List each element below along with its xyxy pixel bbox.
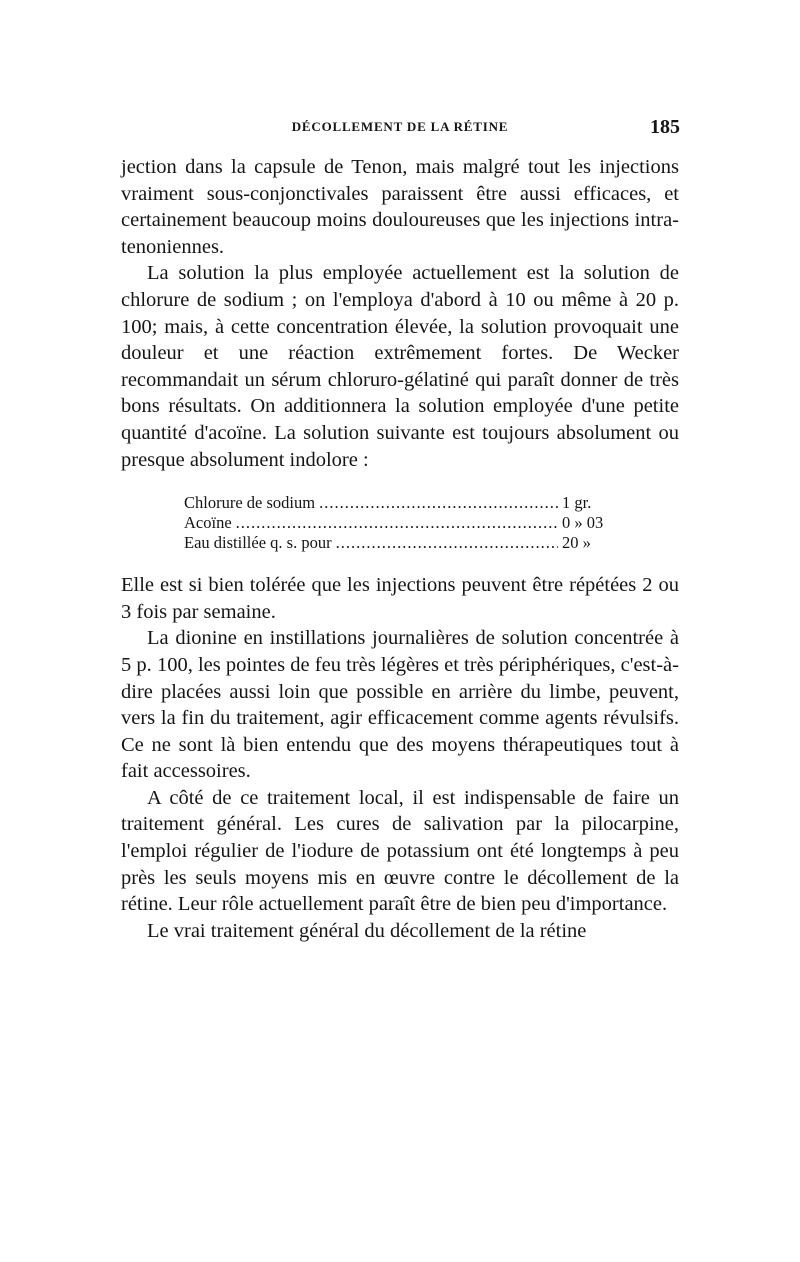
recipe-quantity: 1 gr. xyxy=(562,493,592,513)
paragraph-tolerance: Elle est si bien tolérée que les injections peuvent être répétées 2 ou 3 fois par semaine. xyxy=(121,574,679,623)
running-head xyxy=(120,116,680,138)
recipe-ingredient: Chlorure de sodium xyxy=(184,493,316,513)
paragraph-true-general-treatment: Le vrai traitement général du décollement de la rétine xyxy=(147,919,587,942)
recipe-row-sodium-chloride xyxy=(184,493,628,513)
paragraph-sodium-chloride-solution: La solution la plus employée actuellement est la solution de chlorure de sodium ; on l'employa d'abord à 10 ou même à 20 p. 100; mais, à cette concentration élevée, la solution provoquait une douleur et une réaction extrêmement fortes. De Wecker recommandait un sérum chloruro-gélatiné qui paraît donner de très bons résultats. On additionnera la solution employée d'une petite quantité d'acoïne. La solution suivante est toujours absolument ou presque absolument indolore : xyxy=(121,262,679,471)
recipe-ingredient: Acoïne xyxy=(184,513,232,533)
recipe-table xyxy=(184,493,628,553)
dot-leader xyxy=(236,513,558,533)
recipe-quantity: 20 » xyxy=(562,533,591,553)
dot-leader xyxy=(319,493,558,513)
recipe-row-acoine xyxy=(184,513,628,533)
recipe-quantity: 0 » 03 xyxy=(562,513,604,533)
page-number: 185 xyxy=(650,116,680,138)
recipe-row-distilled-water xyxy=(184,533,628,553)
dot-leader xyxy=(336,533,558,553)
body-text xyxy=(121,154,679,944)
paragraph-dionine: La dionine en instillations journalières de solution concentrée à 5 p. 100, les pointes de feu très légères et très périphériques, c'est-à-dire placées aussi loin que possible en arrière du limbe, peuvent, vers la fin du traitement, agir efficacement comme agents révulsifs. Ce ne sont là bien entendu que des moyens thérapeutiques tout à fait accessoires. xyxy=(121,627,679,783)
paragraph-continuation: jection dans la capsule de Tenon, mais malgré tout les injections vraiment sous-conjonctivales paraissent être aussi efficaces, et certainement beaucoup moins douloureuses que les injections intra-tenoniennes. xyxy=(121,156,679,258)
paragraph-general-treatment: A côté de ce traitement local, il est indispensable de faire un traitement général. Les cures de salivation par la pilocarpine, l'emploi régulier de l'iodure de potassium ont été longtemps à peu près les seuls moyens mis en œuvre contre le décollement de la rétine. Leur rôle actuellement paraît être de bien peu d'importance. xyxy=(121,786,679,916)
recipe-ingredient: Eau distillée q. s. pour xyxy=(184,533,332,553)
running-title: DÉCOLLEMENT DE LA RÉTINE xyxy=(291,119,509,134)
